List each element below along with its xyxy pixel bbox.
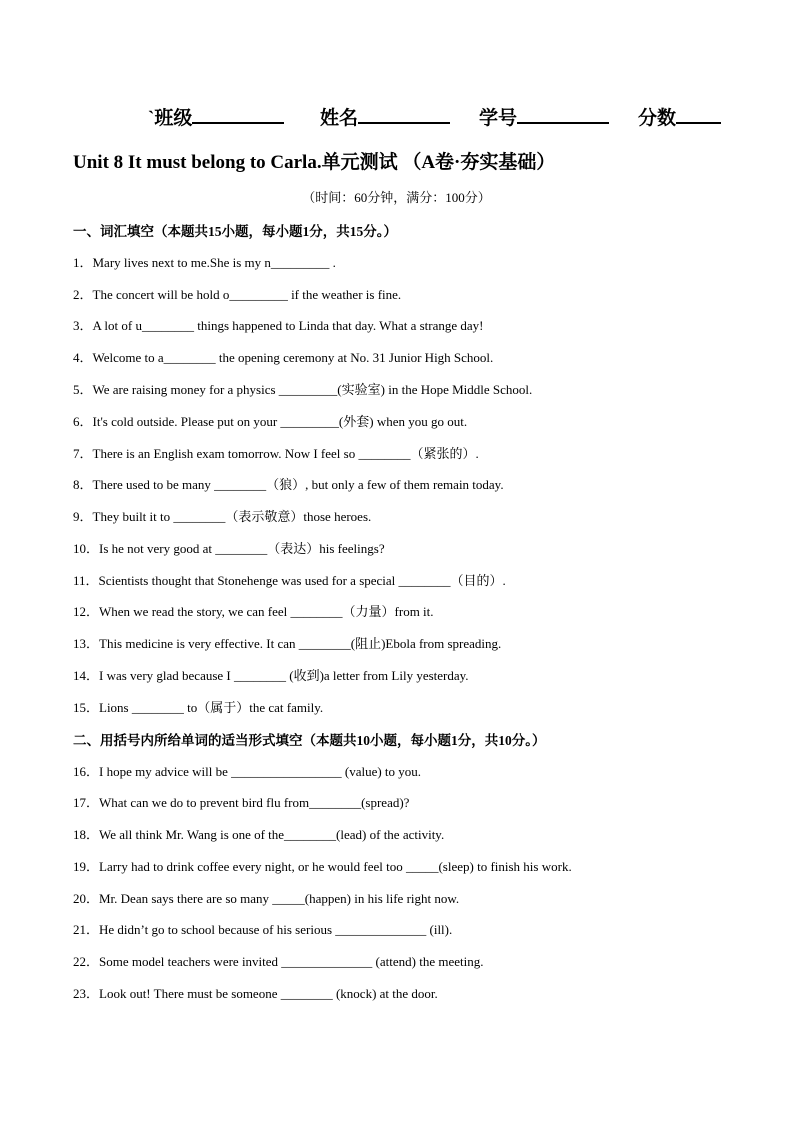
question-21: 21．He didn’t go to school because of his serious ______________ (ill).: [73, 922, 453, 937]
question-18: 18．We all think Mr. Wang is one of the________(lead) of the activity.: [73, 827, 445, 842]
question-4: 4．Welcome to a________ the opening ceremony at No. 31 Junior High School.: [73, 350, 494, 365]
name-field: [320, 103, 450, 130]
question-23: 23．Look out! There must be someone ________ (knock) at the door.: [73, 986, 438, 1001]
question-13: 13．This medicine is very effective. It can ________(阻止)Ebola from spreading.: [73, 636, 502, 651]
question-5: 5．We are raising money for a physics _________(实验室) in the Hope Middle School.: [73, 382, 533, 397]
question-16: 16．I hope my advice will be _________________ (value) to you.: [73, 764, 422, 779]
question-9: 9．They built it to ________（表示敬意）those heroes.: [73, 509, 372, 524]
class-blank[interactable]: [192, 103, 284, 124]
question-17: 17．What can we do to prevent bird flu from________(spread)?: [73, 795, 410, 810]
student-id-blank[interactable]: [517, 103, 609, 124]
class-label: `班级: [148, 108, 193, 129]
exam-time-note: （时间：60分钟，满分：100分）: [302, 190, 491, 205]
section-2-heading: 二、用括号内所给单词的适当形式填空（本题共10小题，每小题1分，共10分。）: [73, 733, 546, 748]
student-id-label: 学号: [479, 108, 518, 129]
class-field: [148, 103, 284, 130]
score-label: 分数: [638, 108, 677, 129]
question-2: 2．The concert will be hold o_________ if the weather is fine.: [73, 287, 402, 302]
name-label: 姓名: [320, 108, 359, 129]
question-22: 22．Some model teachers were invited ______________ (attend) the meeting.: [73, 954, 484, 969]
question-8: 8．There used to be many ________（狼）, but only a few of them remain today.: [73, 477, 504, 492]
name-blank[interactable]: [358, 103, 450, 124]
question-14: 14．I was very glad because I ________ (收到)a letter from Lily yesterday.: [73, 668, 469, 683]
question-20: 20．Mr. Dean says there are so many _____(happen) in his life right now.: [73, 891, 460, 906]
page-title: Unit 8 It must belong to Carla.单元测试 （A卷·夯实基础）: [73, 152, 556, 173]
section-1-heading: 一、词汇填空（本题共15小题，每小题1分，共15分。）: [73, 224, 397, 239]
question-1: 1．Mary lives next to me.She is my n_________ .: [73, 255, 336, 270]
question-11: 11．Scientists thought that Stonehenge was used for a special ________（目的）.: [73, 573, 506, 588]
question-7: 7．There is an English exam tomorrow. Now I feel so ________（紧张的）.: [73, 446, 479, 461]
question-12: 12．When we read the story, we can feel ________（力量）from it.: [73, 604, 434, 619]
student-id-field: [479, 103, 609, 130]
header-info-line: [0, 103, 793, 129]
score-blank[interactable]: [676, 103, 721, 124]
question-19: 19．Larry had to drink coffee every night, or he would feel too _____(sleep) to finish his work.: [73, 859, 572, 874]
question-6: 6．It's cold outside. Please put on your _________(外套) when you go out.: [73, 414, 468, 429]
question-3: 3．A lot of u________ things happened to Linda that day. What a strange day!: [73, 318, 484, 333]
question-15: 15．Lions ________ to（属于）the cat family.: [73, 700, 324, 715]
score-field: [638, 103, 721, 130]
question-10: 10．Is he not very good at ________（表达）his feelings?: [73, 541, 385, 556]
